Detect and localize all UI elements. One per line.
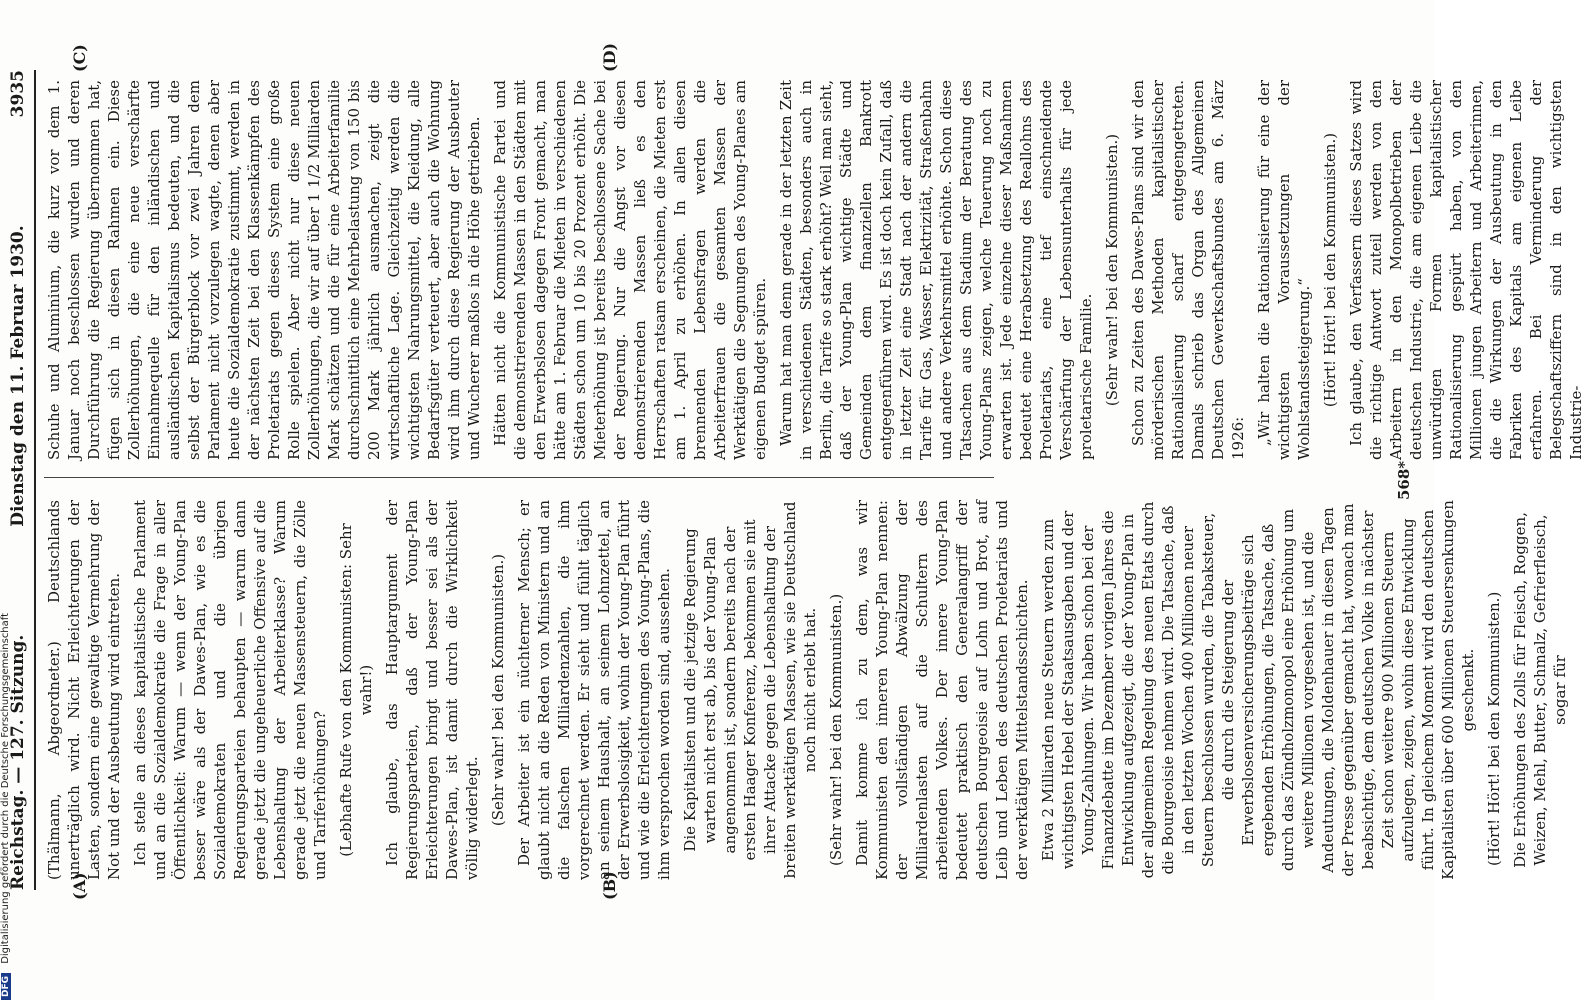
paragraph: Damit komme ich zu dem, was wir Kommunisten den inneren Young-Plan nennen: der vollständigen Abwälzung der Milliardenlasten auf die Schultern des arbeitenden Volkes. Der innere Young-Plan bedeutet praktisch den Generalangriff der deutschen Bourgeoisie auf Lohn und Brot, auf Leib und Leben des deutschen Proletariats und der werktätigen Mittelstandsschichten. bbox=[853, 500, 1031, 880]
header-page-number: 3935 bbox=[8, 70, 28, 118]
paragraph: Der Arbeiter ist ein nüchterner Mensch; er glaubt nicht an die Reden von Ministern und an die falschen Milliardenzahlen, die ihm vorgerechnet werden. Er sieht und fühlt täglich an seinem Haushalt, an seinem Lohnzettel, an der Erwerbslosigkeit, wohin der Young-Plan führt und wie die Erleichterungen des Young-Plans, die ihm versprochen worden sind, aussehen. bbox=[515, 500, 673, 880]
header-center: Dienstag den 11. Februar 1930. bbox=[8, 225, 28, 527]
left-column bbox=[44, 500, 1576, 880]
footer-signature: 568* bbox=[1395, 460, 1413, 500]
interjection: (Sehr wahr! bei den Kommunisten.) bbox=[1103, 133, 1121, 407]
paragraph: Ich stelle an dieses kapitalistische Parlament und an die Sozialdemokratie die Frage in aller Öffentlichkeit: Warum — wenn der Young-Plan besser wäre als der Dawes-Plan, wie es die Sozialdemokraten und die übrigen Regierungsparteien behaupten — warum dann gerade jetzt die ungeheuerliche Offensive auf die Lebenshaltung der Arbeiterklasse? Warum gerade jetzt die neuen Massensteuern, die Zölle und Tariferhöhungen? bbox=[131, 500, 329, 880]
paragraph: Ich glaube, das Hauptargument der Regierungsparteien, daß der Young-Plan Erleichterungen bringt und besser sei als der Dawes-Plan, ist damit durch die Wirklichkeit völlig widerlegt. bbox=[383, 500, 481, 880]
dfg-logo: DFG bbox=[1, 973, 11, 1000]
paragraph: Warum hat man denn gerade in der letzten Zeit in verschiedenen Städten, besonders auch in Berlin, die Tarife so stark erhöht? Weil man sieht, daß der Young-Plan wichtige Städte und Gemeinden dem finanziellen Bankrott entgegenführen wird. Es ist doch kein Zufall, daß in letzter Zeit eine Stadt nach der andern die Tarife für Gas, Wasser, Elektrizität, Straßenbahn und andere Verkehrsmittel erhöhte. Schon diese Tatsachen aus dem Stadium der Beratung des Young-Plans zeigen, welche Teuerung noch zu erwarten ist. Jede einzelne dieser Maßnahmen bedeutet eine Herabsetzung des Reallohns des Proletariats, eine tief einschneidende Verschärfung der Lebensunterhalts für jede proletarische Familie. bbox=[777, 80, 1095, 460]
interjection: Etwa 2 Milliarden neue Steuern werden zum wichtigsten Hebel der Staatsausgaben und der Young-Zahlungen. Wir haben schon bei der Finanzdebatte im Dezember vorigen Jahres die Entwicklung aufgezeigt, die der Young-Plan in der allgemeinen Regelung des neuen Etats durch die Bourgeoisie nehmen wird. Die Tatsache, daß in den letzten Wochen 400 Millionen neuer Steuern beschlossen wurden, die Tabaksteuer, die durch die Steigerung der Erwerbslosenversicherungsbeiträge sich ergebenden Erhöhungen, die Tatsache, daß durch das Zündholzmonopol eine Erhöhung um weitere Millionen vorgesehen ist, und die Andeutungen, die Moldenhauer in diesen Tagen der Presse gegenüber gemacht hat, wonach man beabsichtige, dem deutschen Volke in nächster Zeit schon weitere 900 Millionen Steuern aufzulegen, zeigen, wohin diese Entwicklung führt. In gleichem Moment wird den deutschen Kapitalisten über 600 Millionen Steuersenkungen geschenkt. bbox=[1039, 500, 1477, 880]
paragraph: (Thälmann, Abgeordneter.) Deutschlands unerträglich wird. Nicht Erleichterungen der Lasten, sondern eine gewaltige Vermehrung der Not und der Ausbeutung wird eintreten. bbox=[45, 500, 123, 880]
interjection: Die Kapitalisten und die jetzige Regierung warten nicht erst ab, bis der Young-Plan angenommen ist, sondern bereits nach der ersten Haager Konferenz, bekommen sie mit ihrer Attacke gegen die Lebenshaltung der breiten werktätigen Massen, wie sie Deutschland noch nicht erlebt hat. bbox=[681, 501, 819, 879]
page-header bbox=[8, 70, 44, 890]
paragraph: Schuhe und Aluminium, die kurz vor dem 1. Januar noch beschlossen wurden und deren Durchführung die Regierung übernommen hat, fügen sich in diesen Rahmen ein. Diese Zollerhöhungen, die eine neue verschärfte Einnahmequelle für den inländischen und ausländischen Kapitalismus bedeuten, und die selbst der Bürgerblock vor zwei Jahren dem Parlament nicht vorzulegen wagte, denen aber heute die Sozialdemokratie zustimmt, werden in der nächsten Zeit bei den Klassenkämpfen des Proletariats gegen dieses System eine große Rolle spielen. Aber nicht nur diese neuen Zollerhöhungen, die wir auf über 1 1/2 Milliarden Mark schätzen und die für eine Arbeiterfamilie durchschnittlich eine Mehrbelastung von 150 bis 200 Mark jährlich ausmachen, zeigt die wirtschaftliche Lage. Gleichzeitig werden die wichtigsten Nahrungsmittel, die Kleidung, alle Bedarfsgüter verteuert, aber auch die Wohnung wird ihm durch diese Regierung der Ausbeuter und Wucherer maßlos in die Höhe getrieben. bbox=[45, 80, 483, 460]
credit-text: Digitalisierung gefördert durch die Deutsche Forschungsgemeinschaft bbox=[0, 612, 11, 964]
paragraph: Schon zu Zeiten des Dawes-Plans sind wir den mörderischen Methoden kapitalistischer Rationalisierung scharf entgegengetreten. Damals schrieb das Organ des Allgemeinen Deutschen Gewerkschaftsbundes am 6. März 1926: bbox=[1129, 80, 1247, 460]
interjection: (Hört! Hört! bei den Kommunisten.) bbox=[1321, 132, 1339, 408]
right-column bbox=[44, 80, 1592, 460]
interjection: (Sehr wahr! bei den Kommunisten.) bbox=[489, 553, 507, 827]
paragraph: Hätten nicht die Kommunistische Partei und die demonstrierenden Massen in den Städten mit den Erwerbslosen dagegen Front gemacht, man hätte am 1. Februar die Mieten in verschiedenen Städten schon um 10 bis 20 Prozent erhöht. Die Mieterhöhung ist bereits beschlossene Sache bei der Regierung. Nur die Angst vor diesen demonstrierenden Massen ließ es den Herrschaften ratsam erscheinen, die Mieten erst am 1. April zu erhöhen. In allen diesen brennenden Lebensfragen werden die Arbeiterfrauen die gesamten Massen der Werktätigen die Segnungen des Young-Planes am eigenen Budget spüren. bbox=[491, 80, 769, 460]
header-left: Reichstag. — 127. Sitzung. bbox=[8, 634, 28, 890]
interjection: (Lebhafte Rufe von den Kommunisten: Sehr wahr!) bbox=[337, 523, 375, 857]
margin-marker-d: (D) bbox=[600, 42, 619, 72]
paragraph: (Hört! Hört! bei den Kommunisten.) bbox=[1485, 591, 1503, 866]
header-rule bbox=[34, 70, 36, 890]
column-separator bbox=[44, 477, 994, 478]
paragraph: (Sehr wahr! bei den Kommunisten.) bbox=[827, 593, 845, 866]
margin-marker-b: (B) bbox=[600, 871, 619, 900]
paragraph: Ich glaube, den Verfassern dieses Satzes wird die richtige Antwort zuteil werden von den Arbeitern in den Monopolbetrieben der deutschen Industrie, die am eigenen Leibe die unwürdigen Formen kapitalistischer Rationalisierung gespürt haben, von den Millionen jungen Arbeitern und Arbeiterinnen, die die Wirkungen der Ausbeutung in den Fabriken des Kapitals am eigenen Leibe erfahren. Bei Verminderung der Belegschaftsziffern sind in den wichtigsten Industrie- bbox=[1347, 80, 1585, 460]
interjection: Die Erhöhungen des Zolls für Fleisch, Roggen, Weizen, Mehl, Butter, Schmalz, Gefrierfleisch, sogar für bbox=[1511, 512, 1569, 868]
margin-marker-a: (A) bbox=[70, 872, 89, 900]
margin-marker-c: (C) bbox=[70, 44, 89, 72]
quotation: „Wir halten die Rationalisierung für eine der wichtigsten Voraussetzungen der Wohlstandssteigerung.“ bbox=[1255, 80, 1313, 460]
